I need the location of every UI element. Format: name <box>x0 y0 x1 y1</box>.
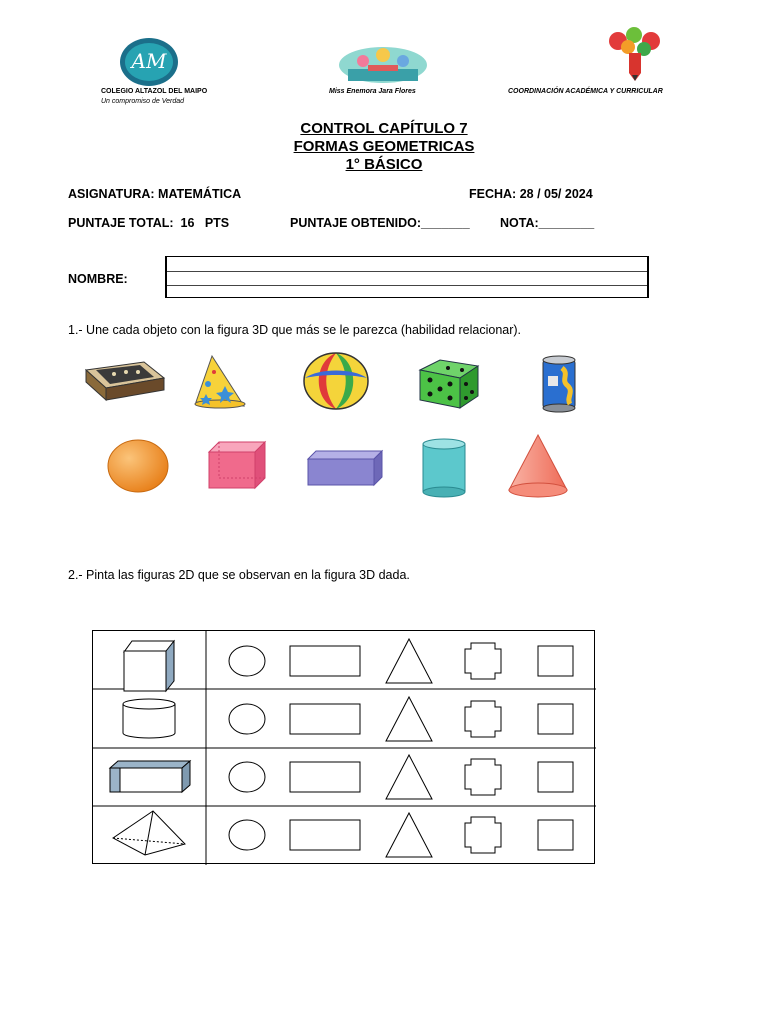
cylinder-shape[interactable] <box>421 438 467 498</box>
cone-shape[interactable] <box>507 433 569 499</box>
row-4-triangle-option[interactable] <box>386 813 432 857</box>
department-logo <box>604 27 666 81</box>
row-3-cross-option[interactable] <box>465 759 501 795</box>
cube-shape[interactable] <box>207 440 267 490</box>
row-3-circle-option[interactable] <box>229 762 265 792</box>
row-4-cross-option[interactable] <box>465 817 501 853</box>
row-3-prism-figure <box>110 761 190 792</box>
teacher-name: Miss Enemora Jara Flores <box>329 88 416 95</box>
sphere-shape[interactable] <box>107 439 169 493</box>
title-line-3: 1° BÁSICO <box>345 156 423 173</box>
date-label: FECHA: 28 / 05/ 2024 <box>469 187 593 201</box>
rectangular-prism-shape[interactable] <box>306 449 384 487</box>
party-hat-image[interactable] <box>194 354 252 410</box>
row-4-square-option[interactable] <box>538 820 573 850</box>
row-2-square-option[interactable] <box>538 704 573 734</box>
soda-can-image[interactable] <box>540 354 578 414</box>
row-2-circle-option[interactable] <box>229 704 265 734</box>
school-name: COLEGIO ALTAZOL DEL MAIPO <box>101 88 208 95</box>
row-3-square-option[interactable] <box>538 762 573 792</box>
row-1-circle-option[interactable] <box>229 646 265 676</box>
question-2-text: 2.- Pinta las figuras 2D que se observan en la figura 3D dada. <box>68 568 410 582</box>
school-logo <box>119 37 179 87</box>
grade-field[interactable]: NOTA:________ <box>500 216 595 230</box>
shape-table <box>92 630 595 864</box>
total-score-label: PUNTAJE TOTAL: 16 PTS <box>68 216 230 230</box>
row-1-cube-figure <box>124 641 174 691</box>
row-2-cylinder-figure <box>123 699 175 738</box>
row-3-triangle-option[interactable] <box>386 755 432 799</box>
name-input-box[interactable] <box>165 256 649 298</box>
obtained-score-field[interactable]: PUNTAJE OBTENIDO:_______ <box>290 216 470 230</box>
school-motto: Un compromiso de Verdad <box>101 98 185 105</box>
die-image[interactable] <box>418 358 480 410</box>
name-label: NOMBRE: <box>68 272 128 286</box>
matchbox-image[interactable] <box>82 356 166 404</box>
row-1-cross-option[interactable] <box>465 643 501 679</box>
department-name: COORDINACIÓN ACADÉMICA Y CURRICULAR <box>508 88 663 95</box>
title-line-1: CONTROL CAPÍTULO 7 <box>300 120 468 137</box>
row-2-rectangle-option[interactable] <box>290 704 360 734</box>
row-2-triangle-option[interactable] <box>386 697 432 741</box>
logo-monogram: AM <box>131 49 167 73</box>
row-1-square-option[interactable] <box>538 646 573 676</box>
subject-label: ASIGNATURA: MATEMÁTICA <box>68 187 242 201</box>
title-line-2: FORMAS GEOMETRICAS <box>293 138 475 155</box>
row-1-triangle-option[interactable] <box>386 639 432 683</box>
teacher-logo <box>338 41 428 83</box>
row-2-cross-option[interactable] <box>465 701 501 737</box>
row-3-rectangle-option[interactable] <box>290 762 360 792</box>
beach-ball-image[interactable] <box>303 352 369 410</box>
row-4-circle-option[interactable] <box>229 820 265 850</box>
question-1-text: 1.- Une cada objeto con la figura 3D que más se le parezca (habilidad relacionar). <box>68 323 522 337</box>
row-1-rectangle-option[interactable] <box>290 646 360 676</box>
row-4-pyramid-figure <box>113 811 185 855</box>
row-4-rectangle-option[interactable] <box>290 820 360 850</box>
